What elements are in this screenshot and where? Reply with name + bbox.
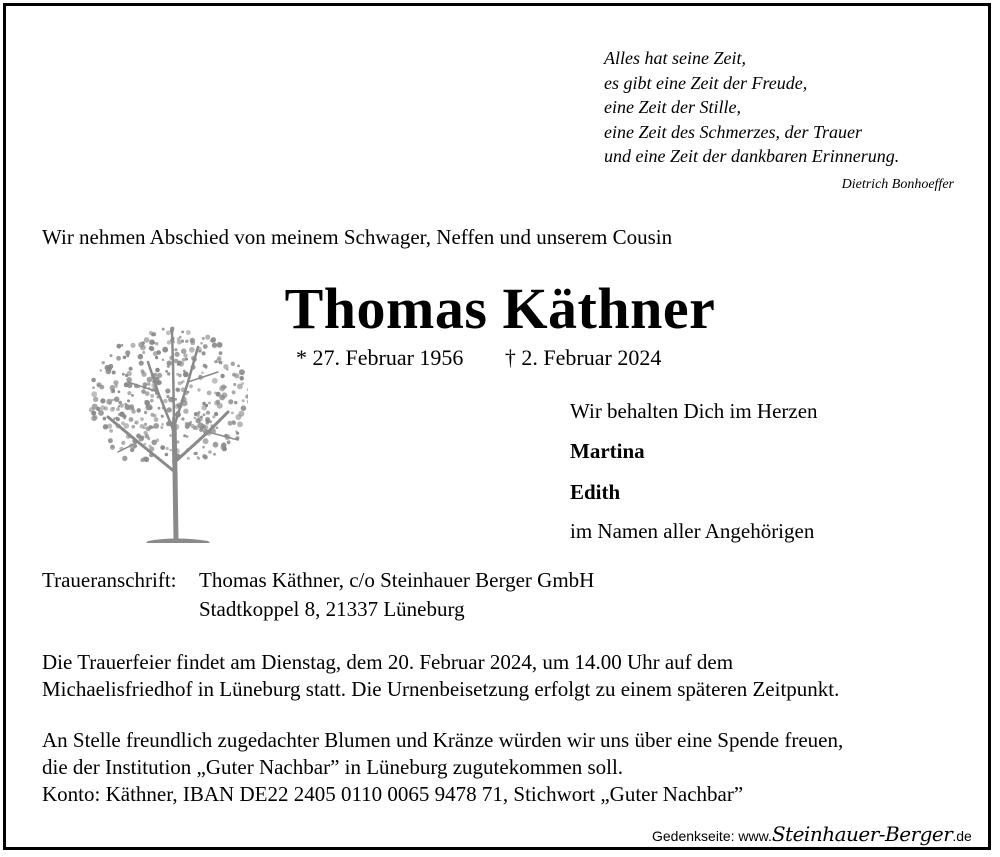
mourner-name: Edith	[570, 480, 621, 504]
life-dates	[296, 345, 661, 371]
donation-text	[42, 727, 843, 808]
heart-line: Wir behalten Dich im Herzen	[570, 399, 818, 423]
intro-text: Wir nehmen Abschied von meinem Schwager, Neffen und unserem Cousin	[42, 225, 673, 249]
address-line: Thomas Käthner, c/o Steinhauer Berger GmbH	[199, 568, 595, 592]
poem	[604, 46, 899, 169]
donation-line: die der Institution „Guter Nachbar” in Lüneburg zugutekommen soll.	[42, 755, 624, 779]
tree-foliage	[89, 327, 248, 464]
poem-author: Dietrich Bonhoeffer	[841, 177, 954, 192]
poem-line: und eine Zeit der dankbaren Erinnerung.	[604, 146, 900, 166]
address-line: Stadtkoppel 8, 21337 Lüneburg	[199, 597, 465, 621]
mourners-closing: im Namen aller Angehörigen	[570, 519, 815, 543]
poem-line: es gibt eine Zeit der Freude,	[604, 72, 808, 93]
birth-date: * 27. Februar 1956	[296, 345, 464, 370]
ceremony-line: Die Trauerfeier findet am Dienstag, dem 20. Februar 2024, um 14.00 Uhr auf dem	[42, 650, 734, 674]
ceremony-line: Michaelisfriedhof in Lüneburg statt. Die Urnenbeisetzung erfolgt zu einem späteren Zeitpunkt.	[42, 677, 840, 701]
mourner-name: Martina	[570, 439, 645, 463]
poem-line: Alles hat seine Zeit,	[604, 48, 746, 68]
tree-icon	[78, 322, 248, 544]
donation-line: An Stelle freundlich zugedachter Blumen und Kränze würden wir uns über eine Spende freuen,	[42, 728, 844, 752]
deceased-name: Thomas Käthner	[284, 276, 716, 341]
death-date: † 2. Februar 2024	[504, 345, 662, 370]
ceremony-text	[42, 649, 839, 703]
poem-line: eine Zeit der Stille,	[604, 97, 741, 117]
poem-line: eine Zeit des Schmerzes, der Trauer	[604, 121, 862, 142]
footer-tld: .de	[952, 828, 972, 844]
memorial-page-link[interactable]	[652, 822, 972, 846]
donation-line: Konto: Käthner, IBAN DE22 2405 0110 0065 9478 71, Stichwort „Guter Nachbar”	[42, 782, 744, 806]
footer-prefix: Gedenkseite: www.	[652, 828, 772, 844]
address-label: Traueranschrift:	[42, 568, 177, 592]
brand-logo: Steinhauer-Berger	[771, 822, 953, 846]
